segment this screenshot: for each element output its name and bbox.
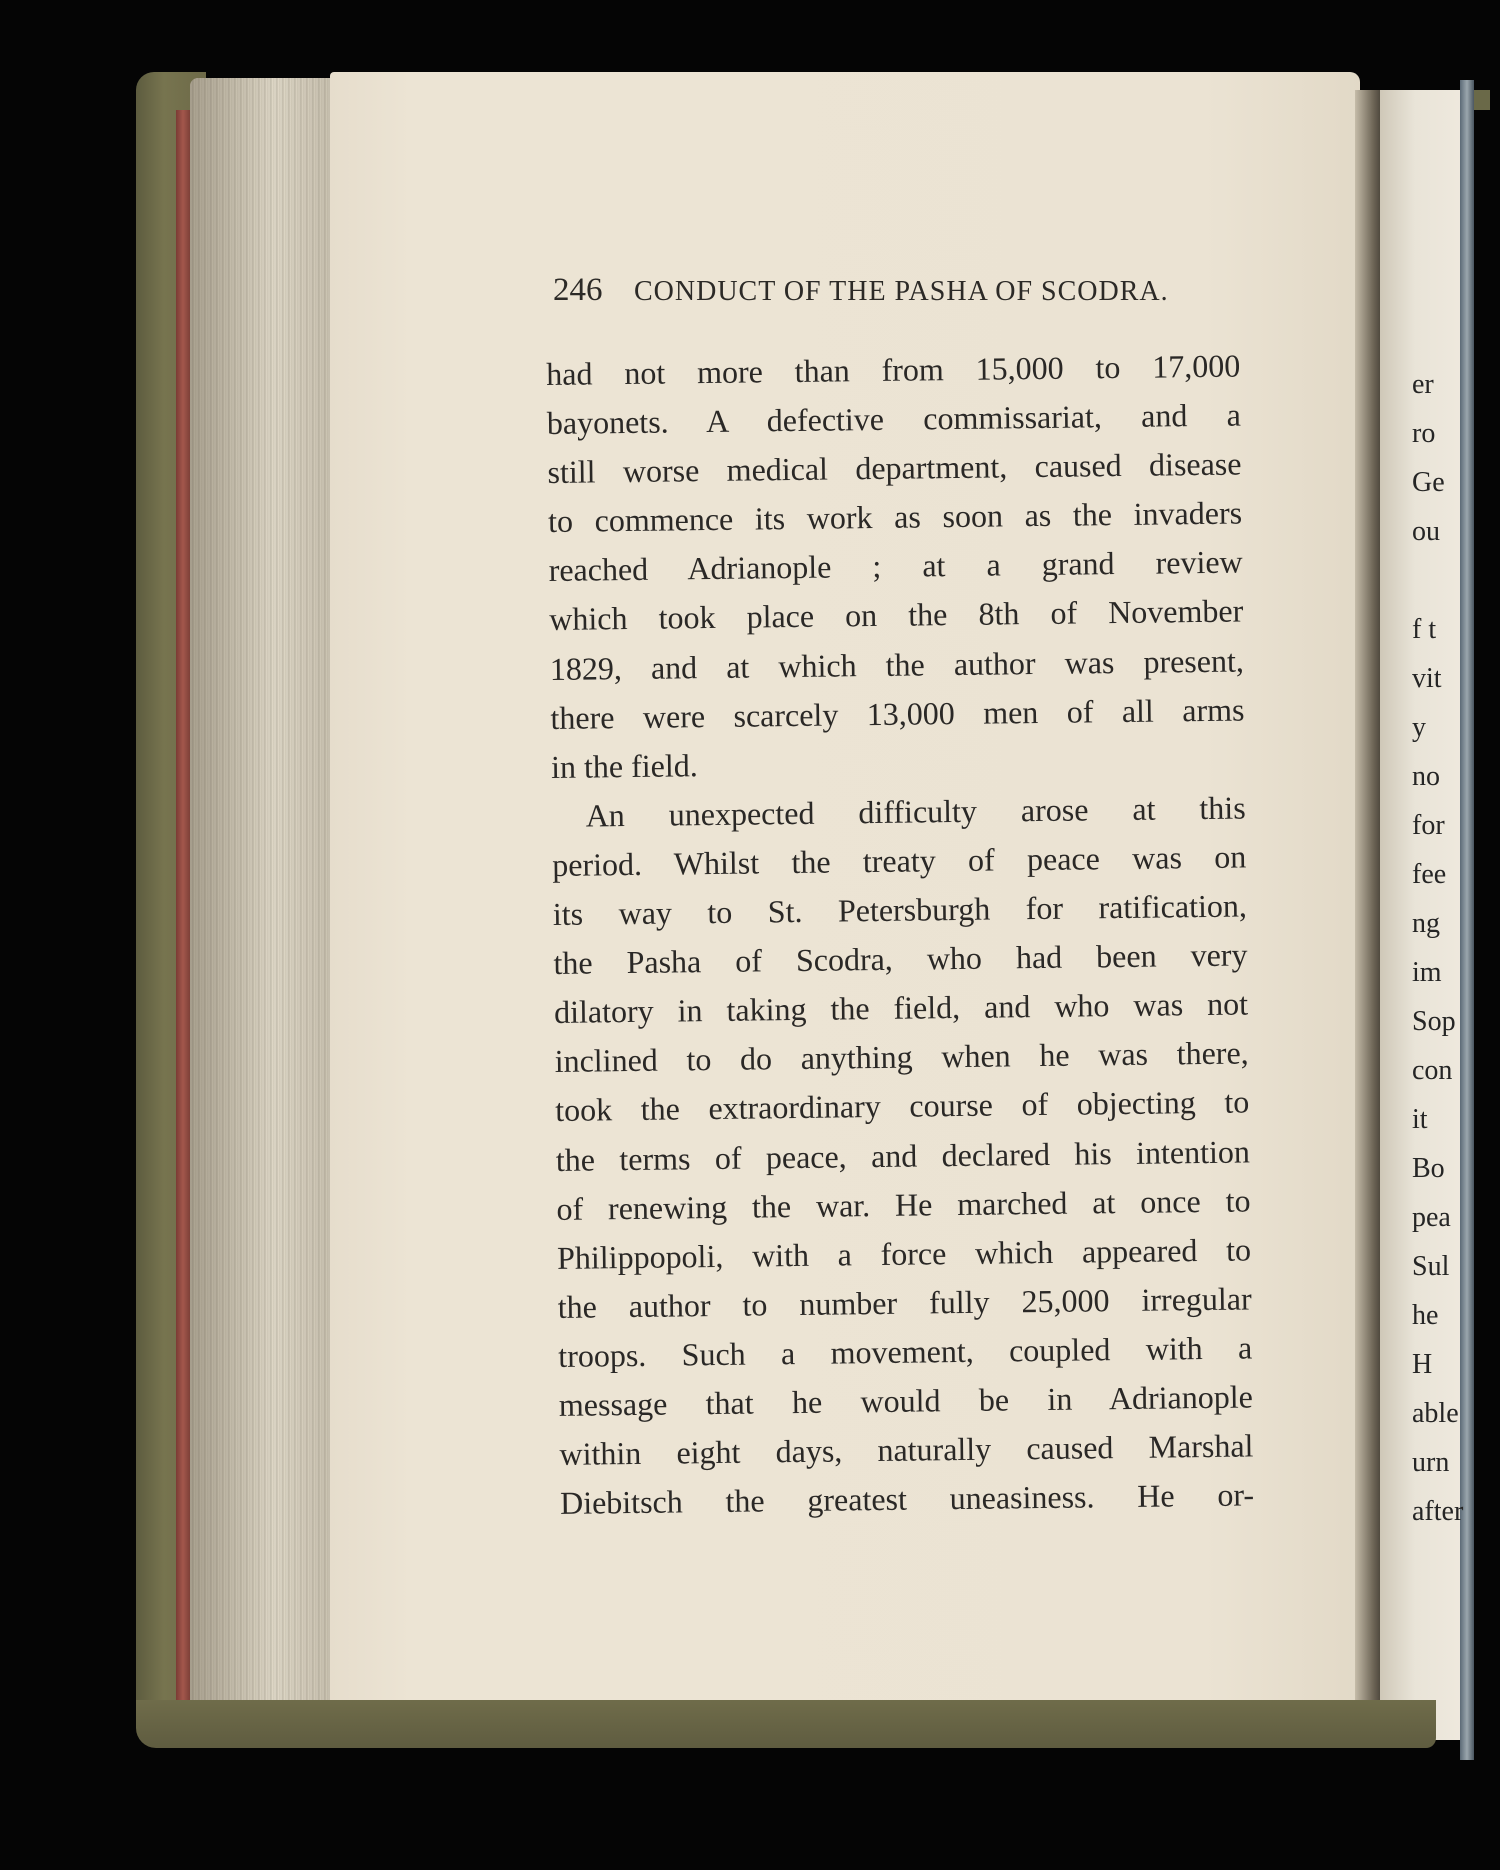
- text-line: took the extraordinary course of objecting to: [555, 1083, 1250, 1129]
- text-line: An unexpected difficulty arose at this: [585, 789, 1246, 834]
- text-line: within eight days, naturally caused Marshal: [559, 1427, 1254, 1472]
- right-page-text-fragments: [1412, 360, 1496, 1560]
- fragment-line: con: [1412, 1055, 1453, 1086]
- fragment-line: Bo: [1412, 1153, 1445, 1184]
- text-line: the Pasha of Scodra, who had been very: [553, 936, 1248, 982]
- text-line: to commence its work as soon as the invaders: [547, 494, 1243, 540]
- text-line: the author to number fully 25,000 irregular: [557, 1280, 1252, 1325]
- text-line: which took place on the 8th of November: [549, 592, 1244, 638]
- book-cover-bottom: [136, 1700, 1436, 1748]
- fragment-line: ng: [1412, 908, 1440, 939]
- fragment-line: Sop: [1412, 1006, 1456, 1037]
- fragment-line: it: [1412, 1104, 1428, 1135]
- fragment-line: urn: [1412, 1447, 1450, 1478]
- fragment-line: he: [1412, 1300, 1439, 1331]
- fragment-line: pea: [1412, 1202, 1451, 1233]
- fragment-line: [1412, 556, 1472, 605]
- text-line: of renewing the war. He marched at once to: [556, 1182, 1251, 1227]
- red-page-edge: [176, 110, 190, 1730]
- text-line: there were scarcely 13,000 men of all arms: [550, 691, 1245, 736]
- text-line: reached Adrianople ; at a grand review: [548, 543, 1243, 589]
- fragment-line: Ge: [1412, 467, 1445, 498]
- text-line: Diebitsch the greatest uneasiness. He or-: [559, 1476, 1255, 1522]
- fragment-line: im: [1412, 957, 1442, 988]
- text-line: inclined to do anything when he was there,: [554, 1034, 1249, 1080]
- text-line: the terms of peace, and declared his intention: [555, 1132, 1251, 1178]
- text-line: dilatory in taking the field, and who was not: [553, 985, 1249, 1031]
- text-line: in the field.: [550, 746, 698, 785]
- text-line: message that he would be in Adrianople: [558, 1378, 1254, 1423]
- text-line: troops. Such a movement, coupled with a: [558, 1329, 1253, 1374]
- fragment-line: for: [1412, 810, 1445, 841]
- fragment-line: ou: [1412, 516, 1440, 547]
- running-head: [553, 272, 1193, 316]
- fragment-line: able: [1412, 1398, 1459, 1429]
- text-line: still worse medical department, caused disease: [547, 445, 1242, 491]
- text-line: Philippopoli, with a force which appeared to: [556, 1231, 1252, 1276]
- text-line: period. Whilst the treaty of peace was on: [552, 838, 1247, 883]
- page-number: 246: [553, 272, 603, 308]
- text-line: its way to St. Petersburgh for ratification,: [552, 887, 1248, 932]
- fragment-line: fee: [1412, 859, 1447, 890]
- text-line: had not more than from 15,000 to 17,000: [546, 347, 1241, 392]
- body-text: [546, 342, 1254, 1530]
- text-line: bayonets. A defective commissariat, and a: [546, 396, 1242, 442]
- fragment-line: ro: [1412, 418, 1436, 449]
- text-line: 1829, and at which the author was present,: [549, 642, 1245, 687]
- fragment-line: Sul: [1412, 1251, 1450, 1282]
- fragment-line: y: [1412, 712, 1426, 743]
- fragment-line: H: [1412, 1349, 1433, 1380]
- fragment-line: er: [1412, 369, 1434, 400]
- fragment-line: after: [1412, 1496, 1464, 1527]
- fragment-line: vit: [1412, 663, 1442, 694]
- fragment-line: f t: [1412, 614, 1437, 645]
- fragment-line: no: [1412, 761, 1440, 792]
- running-title: CONDUCT OF THE PASHA OF SCODRA.: [634, 276, 1169, 307]
